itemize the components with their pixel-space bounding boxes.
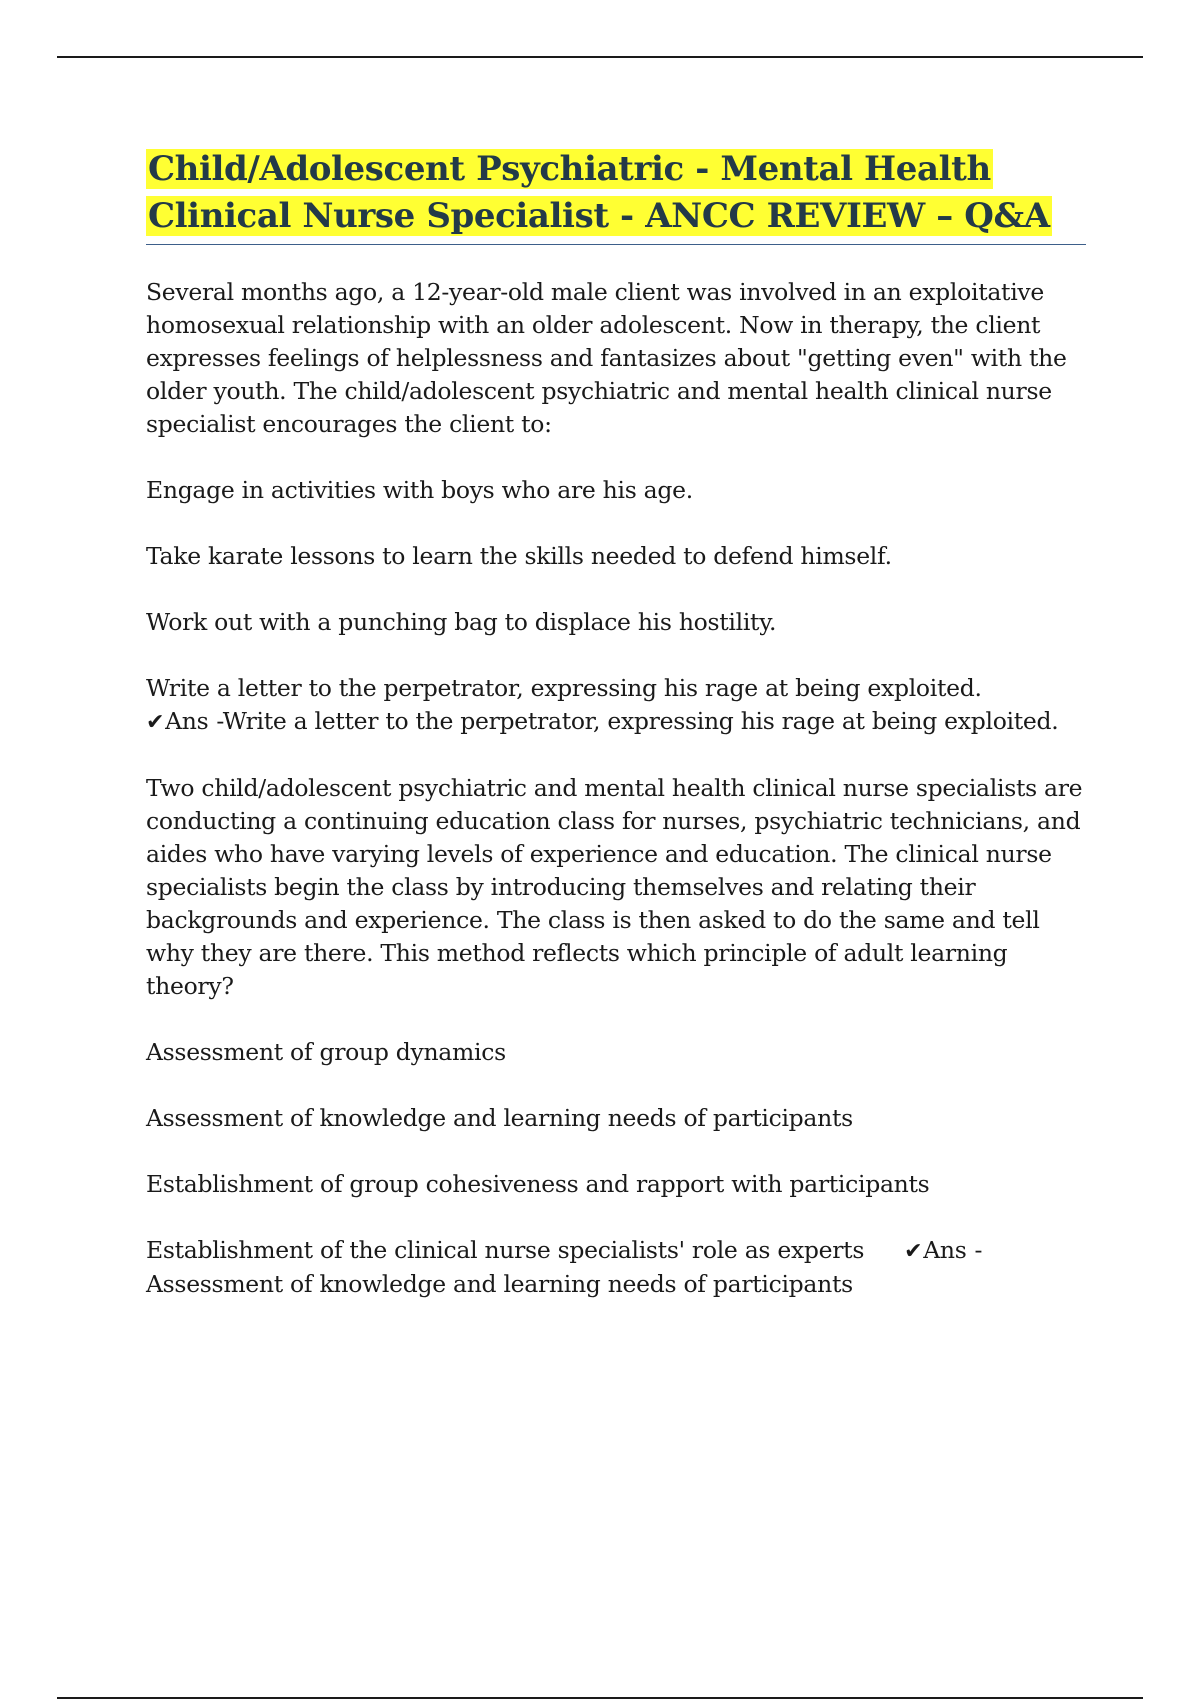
question-1-option-a: Engage in activities with boys who are his age.	[146, 476, 693, 504]
question-1-stem: Several months ago, a 12-year-old male client was involved in an exploitative homosexual relationship with an older adolescent. Now in therapy, the client expresses feelings of helplessness and fantasizes about "getting even" with the older youth. The child/adolescent psychiatric and mental health clinical nurse specialist encourages the client to:	[146, 278, 1067, 438]
answer-label: Ans	[165, 707, 209, 735]
answer-label: Ans	[923, 1236, 967, 1264]
question-2-option-c: Establishment of group cohesiveness and rapport with participants	[146, 1170, 930, 1198]
question-2-option-a: Assessment of group dynamics	[146, 1038, 506, 1066]
question-1-option-b: Take karate lessons to learn the skills needed to defend himself.	[146, 542, 892, 570]
title-line-1: Child/Adolescent Psychiatric - Mental Health	[148, 149, 991, 189]
question-1-option-d: Write a letter to the perpetrator, expressing his rage at being exploited.	[146, 674, 982, 702]
document-body	[146, 276, 1086, 1301]
top-rule	[57, 56, 1143, 58]
document-title	[146, 146, 1086, 245]
bottom-rule	[57, 1697, 1143, 1699]
question-2-stem: Two child/adolescent psychiatric and mental health clinical nurse specialists are conducting a continuing education class for nurses, psychiatric technicians, and aides who have varying levels of experience and education. The clinical nurse specialists begin the class by introducing themselves and relating their backgrounds and experience. The class is then asked to do the same and tell why they are there. This method reflects which principle of adult learning theory?	[146, 774, 1083, 1000]
question-1-option-c: Work out with a punching bag to displace his hostility.	[146, 608, 777, 636]
checkmark-icon: ✔	[904, 1239, 923, 1264]
question-2-option-d: Establishment of the clinical nurse specialists' role as experts	[146, 1236, 865, 1264]
document-page	[146, 146, 1086, 1334]
question-2-option-b: Assessment of knowledge and learning needs of participants	[146, 1104, 853, 1132]
question-1-option-d-with-answer	[146, 672, 1086, 739]
checkmark-icon: ✔	[146, 710, 165, 735]
answer-text: -Write a letter to the perpetrator, expressing his rage at being exploited.	[216, 707, 1059, 735]
answer-text: - Assessment of knowledge and learning needs of participants	[146, 1236, 983, 1298]
question-1-answer	[146, 705, 1086, 739]
title-line-2: Clinical Nurse Specialist - ANCC REVIEW – Q&A	[148, 196, 1050, 236]
question-2-option-d-with-answer	[146, 1234, 1086, 1301]
